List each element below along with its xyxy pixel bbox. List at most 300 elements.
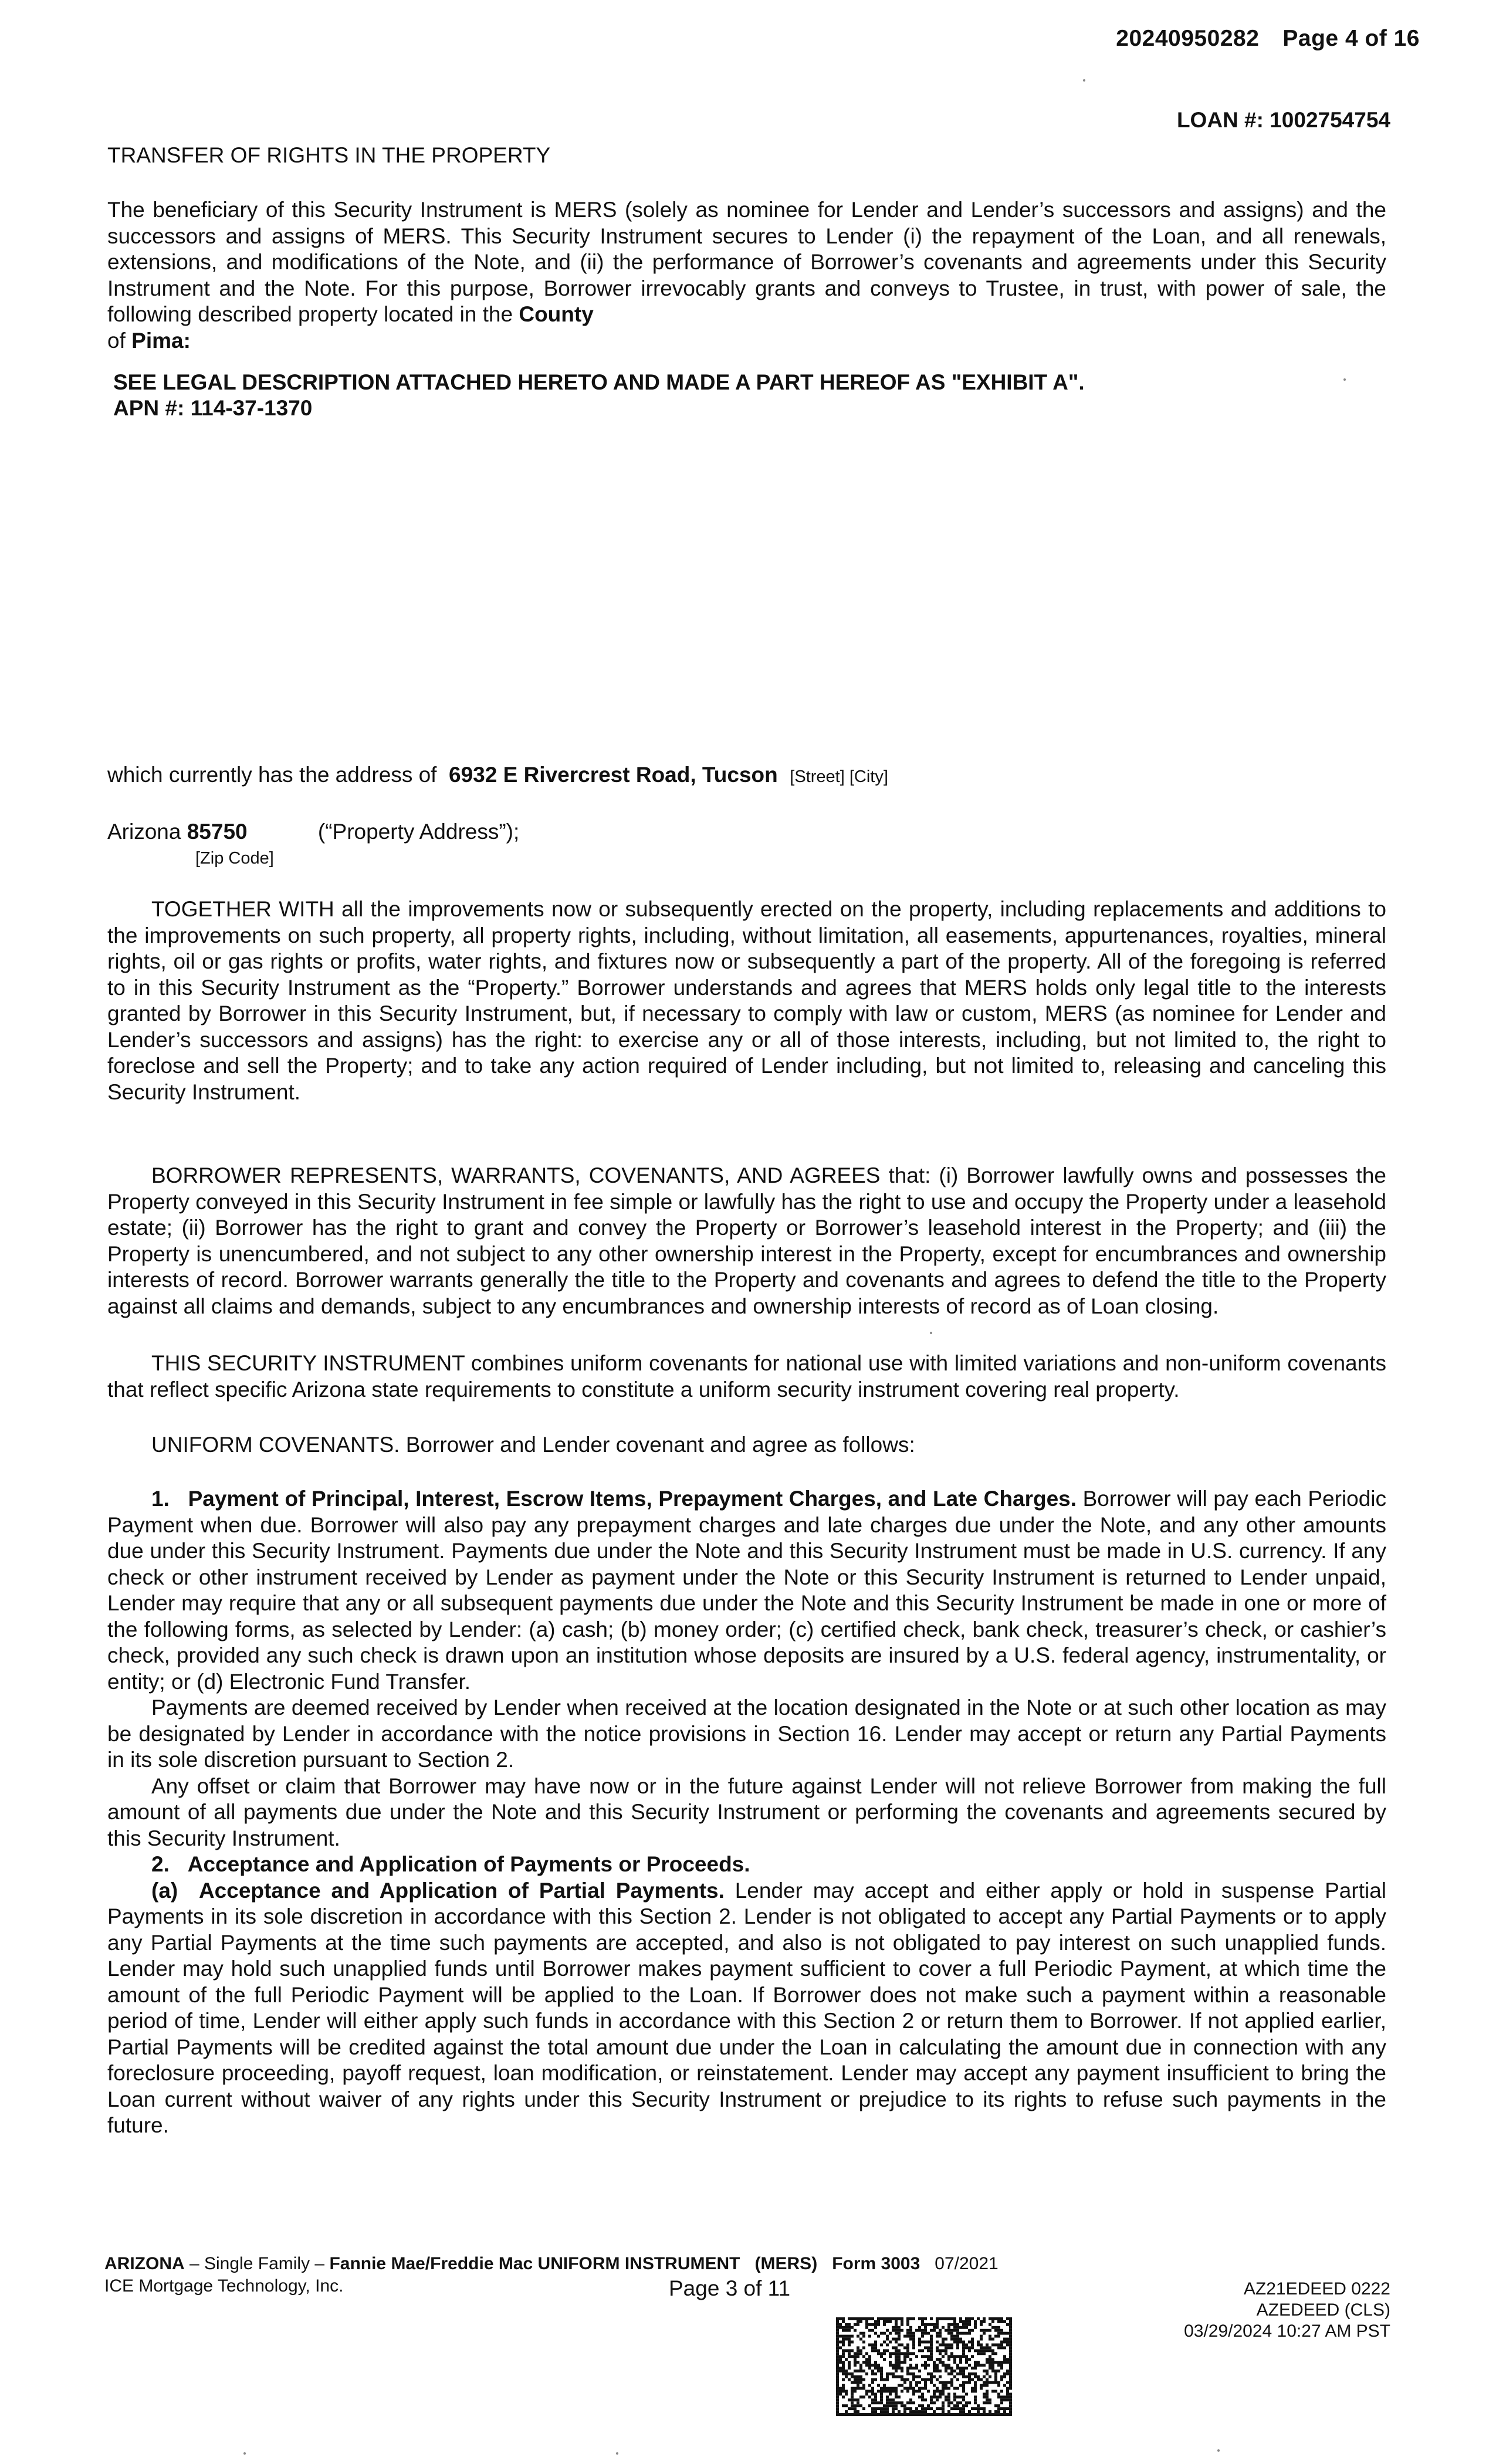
barcode-cell	[997, 2335, 1000, 2338]
barcode-cell	[962, 2323, 965, 2326]
barcode-cell	[977, 2364, 980, 2367]
barcode-cell	[950, 2335, 953, 2338]
barcode-cell	[889, 2372, 892, 2375]
barcode-cell	[909, 2332, 912, 2335]
barcode-cell	[965, 2323, 968, 2326]
barcode-cell	[874, 2392, 877, 2395]
barcode-cell	[968, 2329, 971, 2332]
barcode-cell	[971, 2390, 974, 2393]
barcode-cell	[903, 2404, 906, 2407]
barcode-cell	[1003, 2355, 1006, 2358]
barcode-cell	[895, 2358, 898, 2361]
barcode-cell	[953, 2395, 956, 2398]
barcode-cell	[1006, 2361, 1009, 2364]
barcode-cell	[836, 2381, 839, 2384]
barcode-cell	[962, 2398, 965, 2401]
barcode-cell	[977, 2341, 980, 2344]
barcode-cell	[889, 2401, 892, 2404]
barcode-cell	[983, 2413, 986, 2416]
barcode-cell	[930, 2398, 933, 2401]
barcode-cell	[936, 2358, 939, 2361]
barcode-cell	[862, 2384, 865, 2387]
barcode-cell	[836, 2413, 839, 2416]
barcode-cell	[950, 2401, 953, 2404]
barcode-cell	[880, 2407, 883, 2410]
barcode-cell	[895, 2390, 898, 2393]
barcode-cell	[859, 2381, 862, 2384]
barcode-cell	[965, 2320, 968, 2323]
footer-codes	[1184, 2279, 1390, 2342]
barcode-cell	[1000, 2364, 1003, 2367]
barcode-cell	[865, 2317, 868, 2320]
barcode-cell	[939, 2392, 942, 2395]
barcode-cell	[880, 2410, 883, 2413]
barcode-cell	[1003, 2395, 1006, 2398]
barcode-cell	[974, 2320, 977, 2323]
barcode-cell	[974, 2395, 977, 2398]
barcode-cell	[886, 2343, 889, 2346]
street-city-note: [Street] [City]	[790, 767, 888, 786]
barcode-cell	[845, 2326, 848, 2329]
barcode-cell	[989, 2355, 991, 2358]
barcode-cell	[947, 2372, 950, 2375]
barcode-cell	[889, 2392, 892, 2395]
barcode-cell	[854, 2390, 857, 2393]
barcode-cell	[889, 2364, 892, 2367]
barcode-cell	[939, 2349, 942, 2352]
barcode-cell	[989, 2349, 991, 2352]
barcode-cell	[927, 2346, 930, 2349]
barcode-cell	[909, 2364, 912, 2367]
section-2a-body: Lender may accept and either apply or hold in suspense Partial Payments in its sole discretion in accordance with this Section 2. Lender is not obligated to accept any Partial Payments or to apply any Partial Payments at the time such payments are accepted, and also is not obligated to pay interest on such unapplied funds. Lender may hold such unapplied funds until Borrower makes payment sufficient to cover a full Periodic Payment, at which time the amount of the full Periodic Payment will be applied to the Loan. If Borrower does not make such a payment within a reasonable period of time, Lender will either apply such funds in accordance with this Section 2 or return them to Borrower. If not applied earlier, Partial Payments will be credited against the total amount due under the Loan in calculating the amount due in connection with any foreclosure proceeding, payoff request, loan modification, or reinstatement. Lender may accept any payment insufficient to bring the Loan current without waiver of any rights under this Security Instrument or prejudice to its rights to refuse such payments in the future.	[107, 1878, 1387, 2137]
barcode-cell	[918, 2410, 921, 2413]
barcode-cell	[857, 2413, 859, 2416]
barcode-cell	[989, 2410, 991, 2413]
barcode-cell	[839, 2390, 842, 2393]
barcode-cell	[854, 2370, 857, 2372]
barcode-cell	[842, 2349, 845, 2352]
barcode-cell	[983, 2381, 986, 2384]
barcode-cell	[953, 2358, 956, 2361]
section-2a-label: (a)	[151, 1878, 178, 1903]
barcode-cell	[991, 2413, 994, 2416]
barcode-cell	[1006, 2370, 1009, 2372]
barcode-cell	[895, 2367, 898, 2370]
barcode-cell	[1009, 2364, 1012, 2367]
barcode-cell	[927, 2358, 930, 2361]
barcode-cell	[989, 2413, 991, 2416]
barcode-cell	[950, 2355, 953, 2358]
barcode-cell	[901, 2367, 903, 2370]
barcode-cell	[965, 2375, 968, 2378]
barcode-cell	[851, 2326, 854, 2329]
barcode-cell	[959, 2413, 962, 2416]
barcode-cell	[877, 2364, 880, 2367]
barcode-cell	[868, 2384, 871, 2387]
barcode-cell	[918, 2343, 921, 2346]
barcode-cell	[836, 2375, 839, 2378]
barcode-cell	[886, 2372, 889, 2375]
barcode-cell	[950, 2343, 953, 2346]
barcode-cell	[848, 2329, 851, 2332]
barcode-cell	[836, 2390, 839, 2393]
barcode-cell	[1000, 2390, 1003, 2393]
barcode-cell	[912, 2367, 915, 2370]
barcode-cell	[974, 2384, 977, 2387]
barcode-cell	[1003, 2358, 1006, 2361]
section-1-offset: Any offset or claim that Borrower may have now or in the future against Lender will not relieve Borrower from making the full amount of all payments due under the Note and this Security Instrument or performing the covenants and agreements secured by this Security Instrument.	[107, 1773, 1386, 1850]
barcode-cell	[977, 2352, 980, 2355]
barcode-cell	[851, 2413, 854, 2416]
barcode-cell	[883, 2378, 886, 2381]
barcode-cell	[1000, 2329, 1003, 2332]
barcode-cell	[994, 2361, 997, 2364]
barcode-cell	[980, 2349, 983, 2352]
footer-form-info	[104, 2253, 999, 2297]
barcode-cell	[942, 2407, 945, 2410]
barcode-cell	[959, 2338, 962, 2341]
barcode-cell	[924, 2326, 927, 2329]
barcode-cell	[989, 2338, 991, 2341]
barcode-cell	[889, 2317, 892, 2320]
barcode-cell	[983, 2352, 986, 2355]
barcode-cell	[989, 2401, 991, 2404]
barcode-cell	[968, 2341, 971, 2344]
barcode-cell	[889, 2390, 892, 2393]
barcode-cell	[989, 2398, 991, 2401]
barcode-cell	[898, 2335, 901, 2338]
barcode-cell	[895, 2320, 898, 2323]
barcode-cell	[991, 2381, 994, 2384]
barcode-cell	[865, 2326, 868, 2329]
barcode-cell	[918, 2341, 921, 2344]
barcode-cell	[854, 2407, 857, 2410]
barcode-cell	[1000, 2361, 1003, 2364]
barcode-cell	[859, 2395, 862, 2398]
barcode-cell	[959, 2384, 962, 2387]
barcode-cell	[942, 2364, 945, 2367]
loan-number: LOAN #: 1002754754	[1176, 108, 1390, 132]
barcode-cell	[930, 2395, 933, 2398]
barcode-cell	[871, 2401, 874, 2404]
barcode-cell	[1003, 2338, 1006, 2341]
barcode-cell	[945, 2343, 947, 2346]
barcode-cell	[936, 2332, 939, 2335]
footer-timestamp: 03/29/2024 10:27 AM PST	[1184, 2321, 1390, 2341]
barcode-cell	[859, 2332, 862, 2335]
barcode-cell	[965, 2392, 968, 2395]
barcode-cell	[924, 2361, 927, 2364]
barcode-cell	[848, 2398, 851, 2401]
barcode-cell	[892, 2401, 895, 2404]
barcode-cell	[857, 2398, 859, 2401]
barcode-cell	[851, 2387, 854, 2390]
barcode-cell	[895, 2346, 898, 2349]
barcode-cell	[848, 2407, 851, 2410]
barcode-cell	[886, 2398, 889, 2401]
barcode-cell	[877, 2413, 880, 2416]
barcode-cell	[836, 2349, 839, 2352]
barcode-cell	[933, 2323, 936, 2326]
barcode-cell	[977, 2378, 980, 2381]
barcode-cell	[977, 2404, 980, 2407]
barcode-cell	[862, 2407, 865, 2410]
barcode-cell	[962, 2384, 965, 2387]
barcode-cell	[956, 2326, 959, 2329]
barcode-cell	[994, 2372, 997, 2375]
barcode-cell	[953, 2392, 956, 2395]
barcode-cell	[945, 2317, 947, 2320]
barcode-cell	[962, 2343, 965, 2346]
barcode-cell	[842, 2355, 845, 2358]
barcode-cell	[1009, 2407, 1012, 2410]
barcode-cell	[903, 2407, 906, 2410]
barcode-cell	[918, 2375, 921, 2378]
barcode-cell	[927, 2341, 930, 2344]
barcode-cell	[950, 2413, 953, 2416]
barcode-cell	[983, 2346, 986, 2349]
barcode-cell	[962, 2332, 965, 2335]
barcode-cell	[862, 2387, 865, 2390]
barcode-cell	[854, 2413, 857, 2416]
section-1	[107, 1486, 1386, 1695]
barcode-cell	[921, 2398, 924, 2401]
barcode-cell	[915, 2413, 918, 2416]
barcode-cell	[871, 2364, 874, 2367]
barcode-cell	[868, 2390, 871, 2393]
barcode-cell	[994, 2326, 997, 2329]
barcode-cell	[845, 2390, 848, 2393]
barcode-cell	[906, 2343, 909, 2346]
barcode-cell	[977, 2343, 980, 2346]
barcode-cell	[965, 2404, 968, 2407]
barcode-cell	[997, 2370, 1000, 2372]
barcode-cell	[927, 2372, 930, 2375]
barcode-cell	[945, 2370, 947, 2372]
barcode-cell	[892, 2352, 895, 2355]
barcode-cell	[956, 2395, 959, 2398]
barcode-cell	[859, 2320, 862, 2323]
barcode-cell	[895, 2401, 898, 2404]
barcode-cell	[842, 2343, 845, 2346]
barcode-cell	[962, 2346, 965, 2349]
barcode-cell	[959, 2358, 962, 2361]
barcode-cell	[874, 2410, 877, 2413]
barcode-cell	[933, 2390, 936, 2393]
barcode-cell	[845, 2323, 848, 2326]
barcode-cell	[930, 2375, 933, 2378]
barcode-cell	[939, 2375, 942, 2378]
barcode-cell	[983, 2370, 986, 2372]
barcode-cell	[991, 2320, 994, 2323]
barcode-cell	[933, 2384, 936, 2387]
barcode-cell	[912, 2352, 915, 2355]
barcode-cell	[865, 2390, 868, 2393]
barcode-cell	[1009, 2335, 1012, 2338]
barcode-cell	[1009, 2392, 1012, 2395]
barcode-cell	[901, 2384, 903, 2387]
barcode-cell	[997, 2364, 1000, 2367]
barcode-cell	[865, 2392, 868, 2395]
barcode-cell	[947, 2358, 950, 2361]
barcode-cell	[962, 2367, 965, 2370]
barcode-cell	[930, 2401, 933, 2404]
barcode-cell	[924, 2367, 927, 2370]
barcode-cell	[901, 2361, 903, 2364]
barcode-cell	[968, 2346, 971, 2349]
uniform-covenants-paragraph: UNIFORM COVENANTS. Borrower and Lender covenant and agree as follows:	[151, 1433, 915, 1457]
barcode-cell	[983, 2410, 986, 2413]
barcode-cell	[942, 2343, 945, 2346]
barcode-cell	[868, 2361, 871, 2364]
barcode-cell	[977, 2410, 980, 2413]
barcode-cell	[851, 2375, 854, 2378]
barcode-cell	[983, 2401, 986, 2404]
barcode-cell	[933, 2413, 936, 2416]
barcode-cell	[959, 2320, 962, 2323]
barcode-cell	[854, 2323, 857, 2326]
state-zip-line	[107, 820, 519, 844]
barcode-cell	[974, 2375, 977, 2378]
barcode-cell	[909, 2381, 912, 2384]
barcode-cell	[971, 2378, 974, 2381]
barcode-cell	[874, 2361, 877, 2364]
barcode-cell	[836, 2372, 839, 2375]
barcode-cell	[986, 2398, 989, 2401]
barcode-cell	[868, 2364, 871, 2367]
barcode-cell	[953, 2338, 956, 2341]
section-2a-heading: Acceptance and Application of Partial Payments.	[198, 1878, 725, 1903]
barcode-cell	[950, 2332, 953, 2335]
barcode-cell	[1000, 2317, 1003, 2320]
barcode-cell	[839, 2326, 842, 2329]
barcode-cell	[924, 2381, 927, 2384]
barcode-cell	[901, 2343, 903, 2346]
barcode-cell	[909, 2410, 912, 2413]
barcode-cell	[912, 2317, 915, 2320]
section-2-heading: Acceptance and Application of Payments or Proceeds.	[187, 1852, 750, 1876]
barcode-cell	[836, 2320, 839, 2323]
barcode-cell	[836, 2404, 839, 2407]
barcode-cell	[901, 2413, 903, 2416]
barcode-cell	[991, 2370, 994, 2372]
barcode-cell	[848, 2341, 851, 2344]
barcode-cell	[848, 2355, 851, 2358]
barcode-cell	[942, 2404, 945, 2407]
address-line	[107, 763, 888, 787]
barcode-cell	[965, 2413, 968, 2416]
barcode-cell	[874, 2401, 877, 2404]
barcode-cell	[1009, 2410, 1012, 2413]
barcode-cell	[974, 2401, 977, 2404]
barcode-cell	[968, 2375, 971, 2378]
barcode-cell	[880, 2355, 883, 2358]
barcode-cell	[930, 2323, 933, 2326]
barcode-cell	[942, 2361, 945, 2364]
barcode-cell	[865, 2372, 868, 2375]
barcode-cell	[947, 2326, 950, 2329]
barcode-cell	[892, 2346, 895, 2349]
barcode-cell	[947, 2395, 950, 2398]
barcode-cell	[909, 2413, 912, 2416]
barcode-cell	[921, 2404, 924, 2407]
address-intro: which currently has the address of	[107, 763, 437, 787]
barcode-cell	[968, 2332, 971, 2335]
barcode-cell	[950, 2370, 953, 2372]
barcode-cell	[892, 2410, 895, 2413]
barcode-cell	[874, 2398, 877, 2401]
barcode-cell	[997, 2317, 1000, 2320]
barcode-cell	[950, 2378, 953, 2381]
barcode-cell	[1003, 2320, 1006, 2323]
barcode-cell	[842, 2413, 845, 2416]
barcode-cell	[886, 2335, 889, 2338]
barcode-cell	[865, 2320, 868, 2323]
barcode-cell	[874, 2323, 877, 2326]
barcode-cell	[880, 2378, 883, 2381]
barcode-cell	[898, 2338, 901, 2341]
barcode-cell	[994, 2404, 997, 2407]
barcode-cell	[956, 2372, 959, 2375]
barcode-cell	[939, 2407, 942, 2410]
barcode-cell	[918, 2338, 921, 2341]
barcode-cell	[912, 2413, 915, 2416]
barcode-cell	[942, 2384, 945, 2387]
footer-code-1: AZ21EDEED 0222	[1243, 2279, 1390, 2299]
barcode-cell	[895, 2387, 898, 2390]
barcode-cell	[851, 2335, 854, 2338]
barcode-cell	[971, 2387, 974, 2390]
barcode-cell	[924, 2329, 927, 2332]
barcode-cell	[924, 2355, 927, 2358]
barcode-cell	[945, 2364, 947, 2367]
barcode-cell	[862, 2335, 865, 2338]
barcode-cell	[980, 2378, 983, 2381]
barcode-cell	[942, 2341, 945, 2344]
barcode-cell	[906, 2323, 909, 2326]
barcode-cell	[942, 2326, 945, 2329]
barcode-cell	[947, 2317, 950, 2320]
barcode-cell	[901, 2401, 903, 2404]
barcode-cell	[886, 2404, 889, 2407]
barcode-cell	[857, 2410, 859, 2413]
barcode-cell	[857, 2384, 859, 2387]
barcode-cell	[889, 2413, 892, 2416]
barcode-cell	[865, 2323, 868, 2326]
barcode-cell	[921, 2323, 924, 2326]
barcode-cell	[959, 2372, 962, 2375]
barcode-cell	[906, 2413, 909, 2416]
barcode-cell	[989, 2381, 991, 2384]
barcode-cell	[933, 2370, 936, 2372]
barcode-cell	[862, 2341, 865, 2344]
barcode-cell	[927, 2378, 930, 2381]
barcode-cell	[836, 2343, 839, 2346]
barcode-cell	[857, 2404, 859, 2407]
scan-speck	[1083, 79, 1085, 82]
barcode-cell	[836, 2378, 839, 2381]
barcode-cell	[986, 2378, 989, 2381]
barcode-cell	[845, 2329, 848, 2332]
barcode-cell	[930, 2407, 933, 2410]
barcode-cell	[991, 2364, 994, 2367]
barcode-cell	[903, 2410, 906, 2413]
barcode-cell	[889, 2352, 892, 2355]
barcode-cell	[983, 2364, 986, 2367]
barcode-cell	[1006, 2390, 1009, 2393]
barcode-cell	[936, 2364, 939, 2367]
barcode-cell	[895, 2341, 898, 2344]
